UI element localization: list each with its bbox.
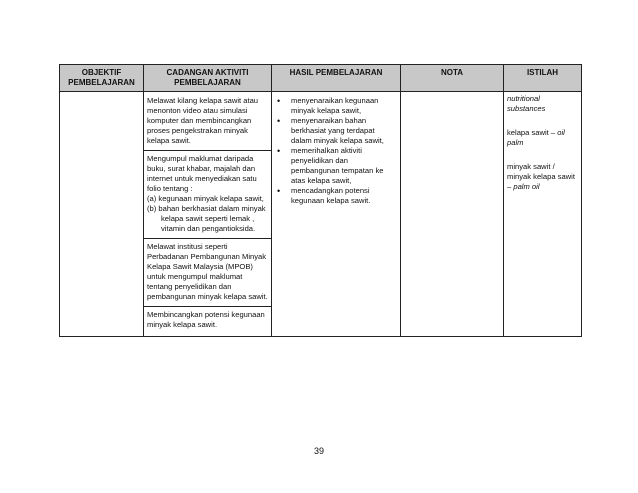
content-row [60,92,582,337]
hasil-list [275,96,397,206]
header-hasil: HASIL PEMBELAJARAN [272,65,401,92]
term-3: minyak sawit / minyak kelapa sawit – palm oil [507,162,575,191]
list-item: • menyenaraikan bahan berkhasiat yang terdapat dalam minyak kelapa sawit, [275,116,397,146]
aktiviti-cell [144,92,272,337]
aktiviti-block-4: Membincangkan potensi kegunaan minyak kelapa sawit. [144,306,271,334]
header-cadangan-aktiviti: CADANGAN AKTIVITI PEMBELAJARAN [144,65,272,92]
aktiviti-block-2-intro: Mengumpul maklumat daripada buku, surat khabar, majalah dan internet untuk menyediakan satu folio tentang : [147,154,257,193]
aktiviti-sublist [147,194,268,234]
aktiviti-block-1: Melawat kilang kelapa sawit atau menonton video atau simulasi komputer dan membincangkan proses pengekstrakan minyak kelapa sawit. [147,96,259,145]
list-item: • mencadangkan potensi kegunaan kelapa sawit. [275,186,397,206]
nota-cell [401,92,504,337]
hasil-cell [272,92,401,337]
list-item: • menyenaraikan kegunaan minyak kelapa sawit, [275,96,397,116]
curriculum-table [59,64,582,337]
page-number: 39 [313,446,324,456]
list-item: (b) bahan berkhasiat dalam minyak kelapa sawit seperti lemak , vitamin dan pengantioksida. [147,204,266,233]
aktiviti-block-2 [144,150,271,238]
list-item: • memerihalkan aktiviti penyelidikan dan pembangunan tempatan ke atas kelapa sawit, [275,146,397,186]
term-1: nutritional substances [507,94,546,113]
header-nota: NOTA [401,65,504,92]
aktiviti-block-3: Melawat institusi seperti Perbadanan Pembangunan Minyak Kelapa Sawit Malaysia (MPOB) untuk mengumpul maklumat tentang penyelidikan dan pembangunan minyak kelapa sawit. [144,238,271,306]
header-istilah: ISTILAH [504,65,582,92]
list-item: (a) kegunaan minyak kelapa sawit, [147,194,264,203]
objektif-cell [60,92,144,337]
header-objektif: OBJEKTIF PEMBELAJARAN [60,65,144,92]
header-row [60,65,582,92]
term-2: kelapa sawit – oil palm [507,128,565,147]
istilah-cell [504,92,582,337]
